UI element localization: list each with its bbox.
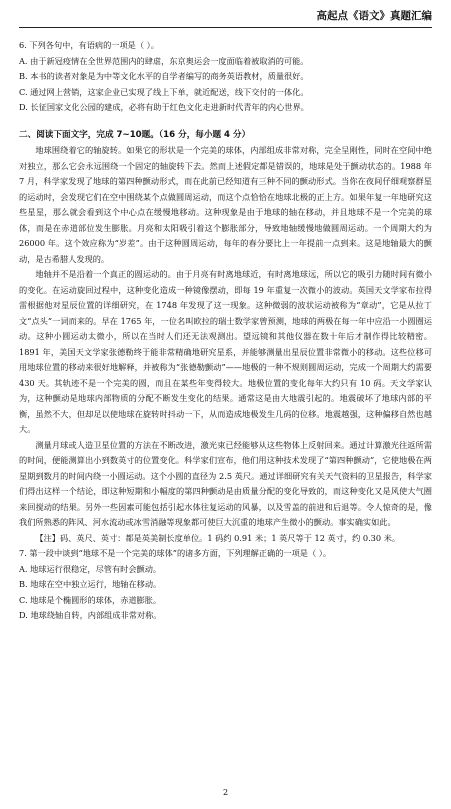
question-6-stem: 6. 下列各句中，有语病的一项是（ ）。 (19, 40, 159, 50)
header-rule (19, 27, 432, 28)
question-7-option-a: A. 地球运行很稳定，尽管有时会颤动。 (19, 563, 162, 574)
question-7-option-c: C. 地球是个椭圆形的球体，赤道膨胀。 (19, 594, 162, 605)
question-6-option-d: D. 长征国家文化公园的建成，必将有助于红色文化走进新时代青年的内心世界。 (19, 102, 309, 112)
question-7-stem: 7. 第一段中谈到“地球不是一个完美的球体”的诸多方面，下列理解正确的一项是（ ）。 (19, 548, 332, 558)
running-header: 高起点《语文》真题汇编 (316, 10, 432, 22)
passage-paragraph-2: 地轴并不是沿着一个真正的圆运动的。由于月亮有时离地球近，有时离地球远，所以它的吸引力随时间有微小的变化。在运动旋回过程中，这种变化造成一种镜像摆动，即每 19 年重复一次微小的波动。英国天文学家布拉得雷根据他对星辰位置的详细研究，在 1748 年发现了这一现象。这种微弱的波状运动被称为“章动”，它是从拉丁文“点头”一词而来的。早在 1765 年，一位名叫欧拉的瑞士数学家曾预测，地球的两极在每一年中应沿一小圆圈运动。这种小圆运动太微小，所以在当时人们还无法观测出。望远镜和其他仪器在数十年后才制作得比较精密。1891 年，美国天文学家张德勒终于能非常精确地研究星系，并能够测量出星辰位置非常微小的移动。这些位移可用地球位置的移动来很好地解释，并被称为“张德勒颤动”——地极的一种不规则圆周运动，完成一个周期大约需要 430 天。其轨迹不是一个完美的圆，而且在某些年变得较大。地极位置的变化每年大约只有 10 码。天文学家认为，这种颤动是地球内部物质的分配不断发生变化的结果。通常这是由大地震引起的。地震破坏了地球内部的平衡，虽然不大，但却足以使地球在旋转时抖动一下，从而造成地极发生几码的位移。地震越强，这种偏移自然也越大。 (19, 269, 432, 434)
passage-paragraph-3: 测量月球或人造卫星位置的方法在不断改进，激光束已经能够从这些物体上反射回来。通过计算激光往返所需的时间，便能测算出小到数英寸的位置变化。科学家们宣布，他们用这种技术发现了“第四种颤动”，它使地极在两星期到数月的时间内绕一小圆运动。这个小圆的直径为 2.5 英尺。通过详细研究有关天气资料的卫星报告，科学家们得出这样一个结论，即这种短期和小幅度的第四种颤动是由质量分配的变化导致的，而这种变化又是风使大气圈来回搅动的结果。另外一些因素可能包括引起水体往复运动的风暴，以及雪盖的前进和后退等。令人惊奇的是，像我们所熟悉的阵风、河水流动或冰雪消融等现象都可使巨大沉重的地球产生微小的颤动。事实确实如此。 (19, 439, 432, 527)
spacer (19, 116, 432, 128)
page-content (19, 38, 432, 624)
page-number: 2 (222, 788, 229, 797)
question-7-option-d: D. 地球绕轴自转，内部组成非常对称。 (19, 610, 162, 620)
question-7-option-b: B. 地球在空中独立运行，地轴在移动。 (19, 579, 162, 589)
question-6-option-b: B. 本书的读者对象是为中等文化水平的自学者编写的商务英语教材，质量很好。 (19, 71, 309, 81)
question-6-option-a: A. 由于新冠疫情在全世界范围内的肆虐，东京奥运会一度面临着被取消的可能。 (19, 55, 309, 66)
passage-paragraph-1: 地球围绕着它的轴旋转。如果它的形状是一个完美的球体，内部组成非常对称，完全呈刚性，同时在空间中绝对独立，那么它会永远围绕一个固定的轴旋转下去。然而上述假定都是错误的，地球是处于颤动状态的。1988 年 7 月，科学家发现了地球的第四种颤动形式，而在此前已经知道有三种不同的颤动形式。当你在夜间仔细观察群星的运动时，会发现它们在空中围绕某个点做圆周运动，而这个点恰恰在地球北极的正上方。如果年复一年地研究这些星星，那么就会看到这个中心点在缓慢地移动。这种现象是由于地球的轴在移动，并且地球不是一个完美的球体，而是在赤道部位发生膨胀。月亮和太阳吸引着这个膨胀部分，导致地轴缓慢地做圆周运动。一个周期大约为 26000 年。这个效应称为“岁差”。由于这种圆周运动，每年的春分要比上一年提前一点到来。这是地轴最大的颤动，是古希腊人发现的。 (19, 145, 432, 264)
question-6-option-c: C. 通过网上营销，这家企业已实现了线上下单，就近配送，线下交付的一体化。 (19, 86, 309, 97)
section-2-heading: 二、阅读下面文字，完成 7~10题。（16 分，每小题 4 分） (19, 129, 251, 140)
passage-note: 【注】码、英尺、英寸：都是英美制长度单位。1 码约 0.91 米；1 英尺等于 12 英寸，约 0.30 米。 (35, 532, 401, 543)
